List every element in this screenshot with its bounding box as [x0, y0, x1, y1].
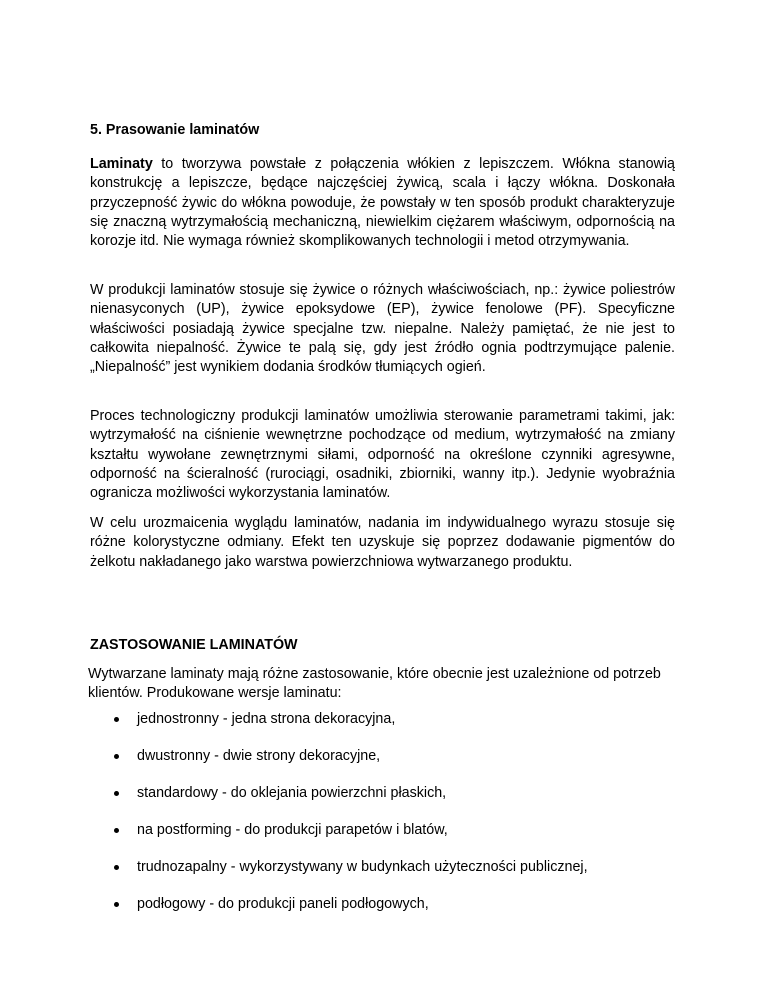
bullet-icon: [114, 828, 119, 833]
intro-paragraph: [90, 155, 675, 251]
intro-text: to tworzywa powstałe z połączenia włókien z lepiszczem. Włókna stanowią konstrukcję a lepiszcze, będące najczęściej żywicą, scala i łączy włókna. Doskonała przyczepność żywic do włókna powoduje, że powstały w ten sposób produkt charakteryzuje się znaczną wytrzymałością mechaniczną, niewielkim ciężarem właściwym, odpornością na korozje itd. Nie wymaga również skomplikowanych technologii i metod otrzymywania.: [90, 156, 675, 250]
list-item-text: na postforming - do produkcji parapetów i blatów,: [137, 822, 448, 838]
list-item-text: dwustronny - dwie strony dekoracyjne,: [137, 748, 381, 764]
applications-title: ZASTOSOWANIE LAMINATÓW: [90, 637, 298, 653]
process-paragraph: Proces technologiczny produkcji laminatów umożliwia sterowanie parametrami takimi, jak: wytrzymałość na ciśnienie wewnętrzne pochodzące od medium, wytrzymałość na zmiany kształtu wywołane zewnętrznymi siłami, odporność na określone czynniki agresywne, odporność na ścieralność (rurociągi, osadniki, zbiorniki, wanny itp.). Jedynie wyobraźnia ogranicza możliwości wykorzystania laminatów.: [90, 408, 675, 502]
list-item-text: trudnozapalny - wykorzystywany w budynkach użyteczności publicznej,: [137, 859, 588, 875]
list-item-text: podłogowy - do produkcji paneli podłogowych,: [137, 896, 429, 912]
colors-paragraph: W celu urozmaicenia wyglądu laminatów, nadania im indywidualnego wyrazu stosuje się różne kolorystyczne odmiany. Efekt ten uzyskuje się poprzez dodawanie pigmentów do żelkotu nakładanego jako warstwa powierzchniowa wytwarzanego produktu.: [90, 515, 675, 570]
list-item-text: standardowy - do oklejania powierzchni płaskich,: [137, 785, 447, 801]
section-title: 5. Prasowanie laminatów: [90, 122, 260, 138]
list-item-text: jednostronny - jedna strona dekoracyjna,: [137, 711, 396, 727]
bullet-icon: [114, 902, 119, 907]
bullet-icon: [114, 865, 119, 870]
bullet-icon: [114, 717, 119, 722]
document-page: [90, 0, 675, 994]
resins-paragraph: W produkcji laminatów stosuje się żywice o różnych właściwościach, np.: żywice poliestrów nienasyconych (UP), żywice epoksydowe (EP), żywice fenolowe (PF). Specyficzne właściwości posiadają żywice specjalne tzw. niepalne. Należy pamiętać, że nie jest to całkowita niepalność. Żywice te palą się, gdy jest źródło ognia podtrzymujące palenie. „Niepalność” jest wynikiem dodania środków tłumiących ogień.: [90, 282, 675, 376]
applications-intro: Wytwarzane laminaty mają różne zastosowanie, które obecnie jest uzależnione od potrzeb klientów. Produkowane wersje laminatu:: [88, 666, 661, 702]
bullet-icon: [114, 791, 119, 796]
intro-term: Laminaty: [90, 156, 153, 172]
bullet-icon: [114, 754, 119, 759]
